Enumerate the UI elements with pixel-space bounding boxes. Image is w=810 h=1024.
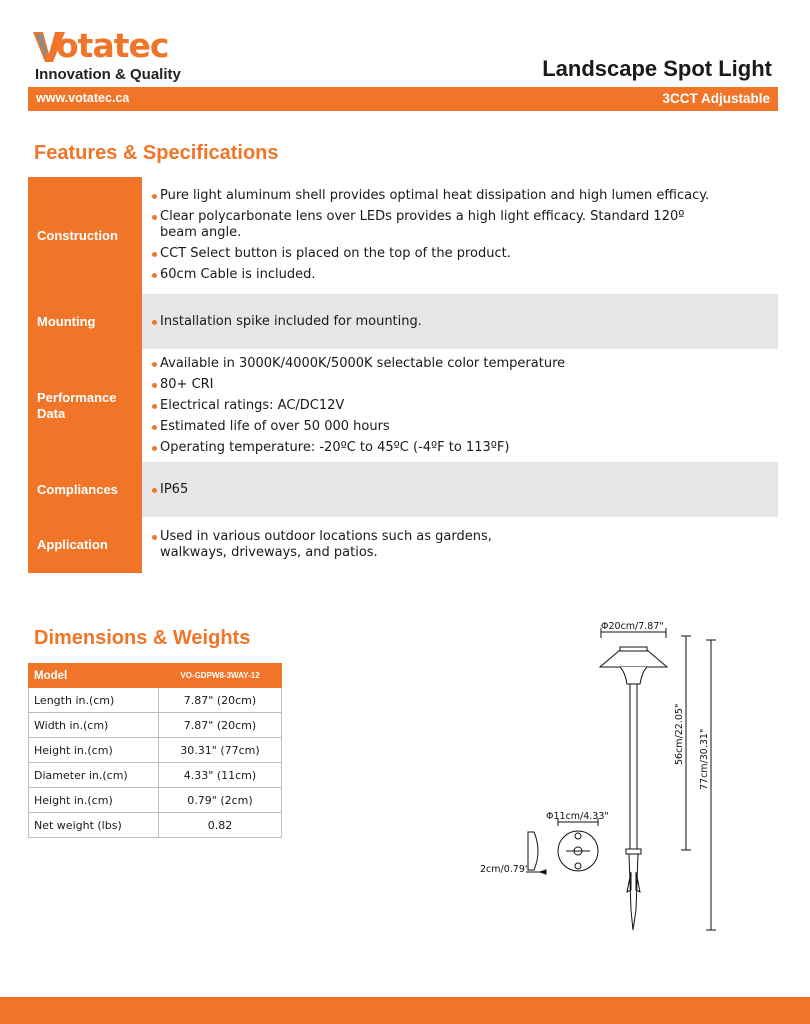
- spec-item: Operating temperature: -20ºC to 45ºC (-4ºF to 113ºF): [152, 440, 718, 456]
- spec-label: Compliances: [28, 462, 142, 517]
- bullet-icon: [152, 362, 157, 367]
- base-side-view: [528, 832, 538, 870]
- spec-row-performance: [28, 349, 778, 462]
- lamp-stem: [630, 684, 637, 849]
- spec-label: Performance Data: [28, 349, 142, 462]
- table-cell: 30.31" (77cm): [159, 738, 282, 763]
- table-row: [29, 788, 282, 813]
- table-cell: 0.79" (2cm): [159, 788, 282, 813]
- spec-item: CCT Select button is placed on the top of the product.: [152, 246, 718, 262]
- table-cell: Height in.(cm): [29, 788, 159, 813]
- lamp-neck: [620, 667, 647, 684]
- brand-wordmark: otatec: [56, 26, 169, 65]
- spec-item: Available in 3000K/4000K/5000K selectable color temperature: [152, 356, 718, 372]
- specs-table: [28, 177, 778, 573]
- table-row: [29, 688, 282, 713]
- bullet-icon: [152, 252, 157, 257]
- table-cell: 0.82: [159, 813, 282, 838]
- table-row: [29, 713, 282, 738]
- spec-item: Installation spike included for mounting.: [152, 314, 718, 330]
- spec-label: Mounting: [28, 294, 142, 349]
- spec-item: Clear polycarbonate lens over LEDs provides a high light efficacy. Standard 120º beam angle.: [152, 209, 718, 241]
- spec-body: [142, 177, 778, 294]
- spec-row-application: [28, 517, 778, 573]
- table-row: [29, 738, 282, 763]
- table-cell: Diameter in.(cm): [29, 763, 159, 788]
- table-row: [29, 763, 282, 788]
- table-cell: 7.87" (20cm): [159, 713, 282, 738]
- website-link[interactable]: www.votatec.ca: [36, 91, 130, 105]
- spec-item: Electrical ratings: AC/DC12V: [152, 398, 718, 414]
- footer-bar: [0, 997, 810, 1024]
- product-title: Landscape Spot Light: [542, 56, 772, 81]
- bullet-icon: [152, 404, 157, 409]
- spec-body: [142, 517, 778, 573]
- total-height-label: 77cm/30.31": [699, 728, 710, 790]
- ground-spike: [626, 849, 641, 854]
- spec-body: [142, 294, 778, 349]
- shade-diameter-label: Φ20cm/7.87": [601, 621, 664, 632]
- bullet-icon: [152, 535, 157, 540]
- bullet-icon: [152, 273, 157, 278]
- spec-item: Pure light aluminum shell provides optimal heat dissipation and high lumen efficacy.: [152, 188, 718, 204]
- bullet-icon: [152, 425, 157, 430]
- features-title: Features & Specifications: [34, 142, 279, 164]
- bullet-icon: [152, 446, 157, 451]
- spec-body: [142, 349, 778, 462]
- spec-item: Used in various outdoor locations such as gardens, walkways, driveways, and patios.: [152, 529, 528, 561]
- bullet-icon: [152, 194, 157, 199]
- dimensions-title: Dimensions & Weights: [34, 627, 251, 649]
- bullet-icon: [152, 320, 157, 325]
- bullet-icon: [152, 488, 157, 493]
- header-bar: [28, 87, 778, 111]
- tagline: Innovation & Quality: [35, 66, 181, 83]
- base-diameter-label: Φ11cm/4.33": [546, 811, 609, 822]
- spec-label: Application: [28, 517, 142, 573]
- product-subtitle: 3CCT Adjustable: [662, 91, 770, 106]
- stem-height-label: 56cm/22.05": [674, 703, 685, 765]
- bullet-icon: [152, 215, 157, 220]
- spec-item: 60cm Cable is included.: [152, 267, 718, 283]
- spec-body: [142, 462, 778, 517]
- spec-label: Construction: [28, 177, 142, 294]
- table-cell: Width in.(cm): [29, 713, 159, 738]
- spec-item: 80+ CRI: [152, 377, 718, 393]
- table-cell: 7.87" (20cm): [159, 688, 282, 713]
- table-cell: Height in.(cm): [29, 738, 159, 763]
- bullet-icon: [152, 383, 157, 388]
- product-drawing: [470, 610, 740, 940]
- table-header-row: [29, 664, 282, 688]
- table-row: [29, 813, 282, 838]
- dimensions-table: [28, 663, 282, 838]
- spec-row-construction: [28, 177, 778, 294]
- spec-item: Estimated life of over 50 000 hours: [152, 419, 718, 435]
- column-header: VO-GDPW8-3WAY-12: [159, 664, 282, 688]
- table-cell: Net weight (lbs): [29, 813, 159, 838]
- base-height-label: 2cm/0.79": [480, 864, 530, 875]
- table-cell: 4.33" (11cm): [159, 763, 282, 788]
- column-header: Model: [29, 664, 159, 688]
- spec-row-compliances: [28, 462, 778, 517]
- spec-item: IP65: [152, 482, 718, 498]
- spec-row-mounting: [28, 294, 778, 349]
- table-cell: Length in.(cm): [29, 688, 159, 713]
- lamp-shade: [600, 650, 667, 667]
